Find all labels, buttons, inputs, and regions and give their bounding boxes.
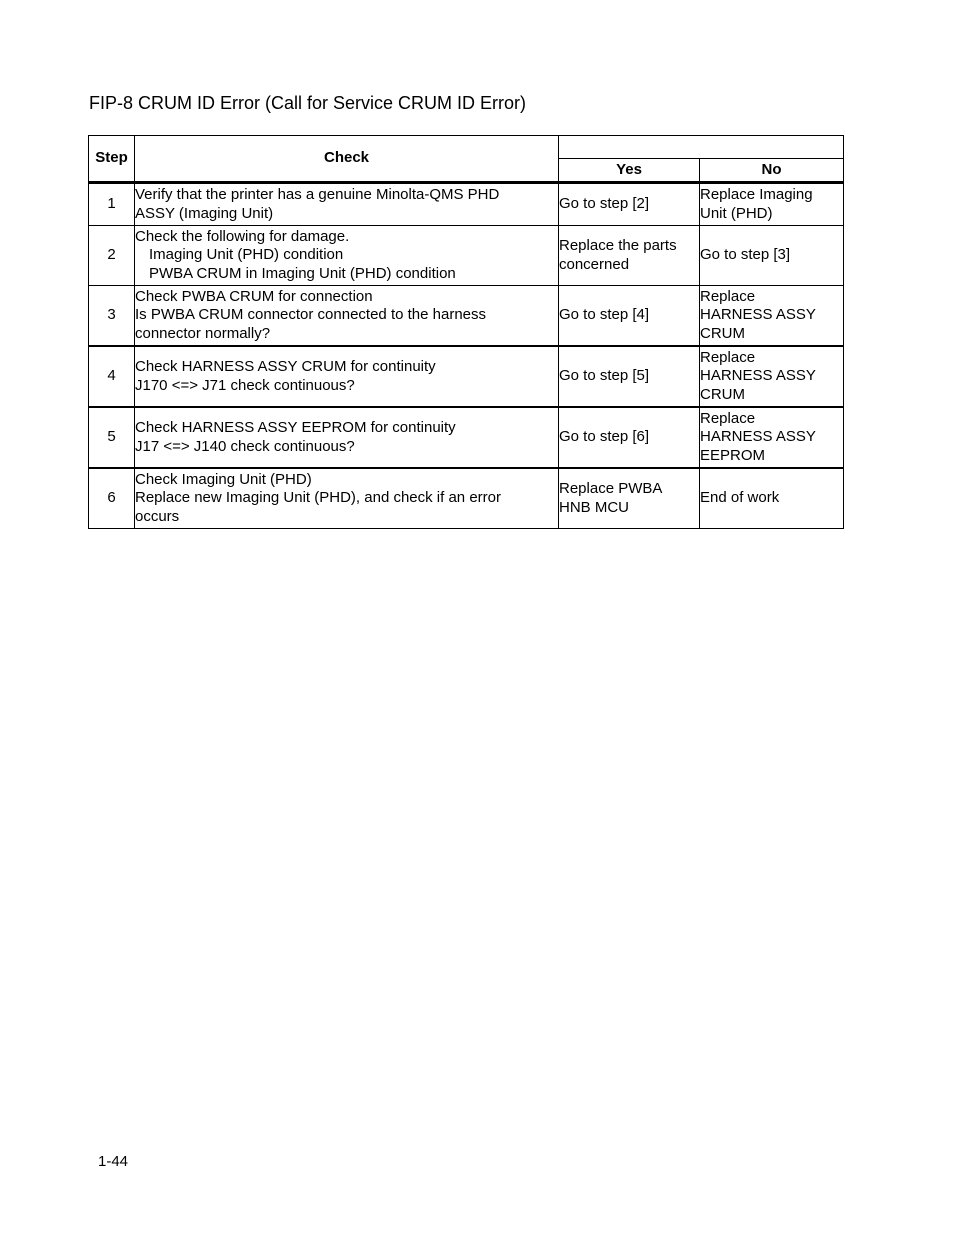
no-line: Replace xyxy=(700,409,756,427)
check-cell xyxy=(135,183,559,226)
check-line: occurs xyxy=(135,507,180,525)
check-cell xyxy=(135,407,559,468)
page-title: FIP-8 CRUM ID Error (Call for Service CRUM ID Error) xyxy=(89,93,527,113)
check-line: J170 <=> J71 check continuous? xyxy=(135,376,355,394)
yes-line: Replace the parts xyxy=(559,237,677,254)
table-row xyxy=(89,226,844,286)
step-number: 4 xyxy=(89,346,135,407)
no-cell xyxy=(700,407,844,468)
no-line: End of work xyxy=(700,489,780,507)
check-line: PWBA CRUM in Imaging Unit (PHD) condition xyxy=(149,264,456,282)
no-line: CRUM xyxy=(700,385,745,403)
step-number: 6 xyxy=(89,468,135,529)
yes-line: HNB MCU xyxy=(559,498,629,516)
yes-line: Go to step [6] xyxy=(559,428,650,446)
yes-cell xyxy=(559,286,700,347)
no-line: CRUM xyxy=(700,324,745,342)
no-line: Go to step [3] xyxy=(700,246,791,264)
yes-line: Go to step [4] xyxy=(559,306,650,324)
header-step: Step xyxy=(89,136,135,183)
no-cell xyxy=(700,286,844,347)
no-line: EEPROM xyxy=(700,446,766,464)
check-line: Check the following for damage. xyxy=(135,227,350,245)
no-line: Replace xyxy=(700,348,756,366)
no-line: HARNESS ASSY xyxy=(700,367,816,385)
check-line: Is PWBA CRUM connector connected to the harness xyxy=(135,306,486,324)
header-check: Check xyxy=(135,136,559,183)
check-cell xyxy=(135,226,559,286)
no-line: HARNESS ASSY xyxy=(700,306,816,324)
table-row xyxy=(89,346,844,407)
check-line: Check PWBA CRUM for connection xyxy=(135,287,373,305)
yes-line: concerned xyxy=(559,255,630,273)
check-line: J17 <=> J140 check continuous? xyxy=(135,437,355,455)
step-number: 1 xyxy=(89,183,135,226)
check-cell xyxy=(135,468,559,529)
table-row xyxy=(89,407,844,468)
no-line: Replace Imaging xyxy=(700,186,813,203)
step-number: 3 xyxy=(89,286,135,347)
check-line: Imaging Unit (PHD) condition xyxy=(149,246,344,264)
check-cell xyxy=(135,286,559,347)
no-line: Unit (PHD) xyxy=(700,204,773,222)
yes-cell xyxy=(559,226,700,286)
header-no: No xyxy=(700,159,844,183)
troubleshooting-table xyxy=(88,135,844,529)
no-cell xyxy=(700,226,844,286)
yes-cell xyxy=(559,407,700,468)
yes-cell xyxy=(559,183,700,226)
yes-cell xyxy=(559,468,700,529)
no-line: Replace xyxy=(700,287,756,305)
yes-line: Go to step [2] xyxy=(559,195,650,213)
check-line: connector normally? xyxy=(135,324,271,342)
step-number: 2 xyxy=(89,226,135,286)
check-line: Check Imaging Unit (PHD) xyxy=(135,470,312,488)
no-cell xyxy=(700,183,844,226)
table-row xyxy=(89,468,844,529)
table-row xyxy=(89,183,844,226)
header-yes: Yes xyxy=(559,159,700,183)
check-cell xyxy=(135,346,559,407)
table-row xyxy=(89,286,844,347)
check-line: ASSY (Imaging Unit) xyxy=(135,204,274,222)
check-line: Verify that the printer has a genuine Minolta-QMS PHD xyxy=(135,186,500,203)
yes-line: Go to step [5] xyxy=(559,367,650,385)
yes-line: Replace PWBA xyxy=(559,480,663,497)
check-line: Check HARNESS ASSY CRUM for continuity xyxy=(135,358,436,375)
check-line: Replace new Imaging Unit (PHD), and check if an error xyxy=(135,489,501,507)
check-line: Check HARNESS ASSY EEPROM for continuity xyxy=(135,419,456,436)
yes-cell xyxy=(559,346,700,407)
no-line: HARNESS ASSY xyxy=(700,428,816,446)
no-cell xyxy=(700,468,844,529)
step-number: 5 xyxy=(89,407,135,468)
no-cell xyxy=(700,346,844,407)
header-result-group xyxy=(559,136,844,159)
page-number: 1-44 xyxy=(98,1153,129,1170)
